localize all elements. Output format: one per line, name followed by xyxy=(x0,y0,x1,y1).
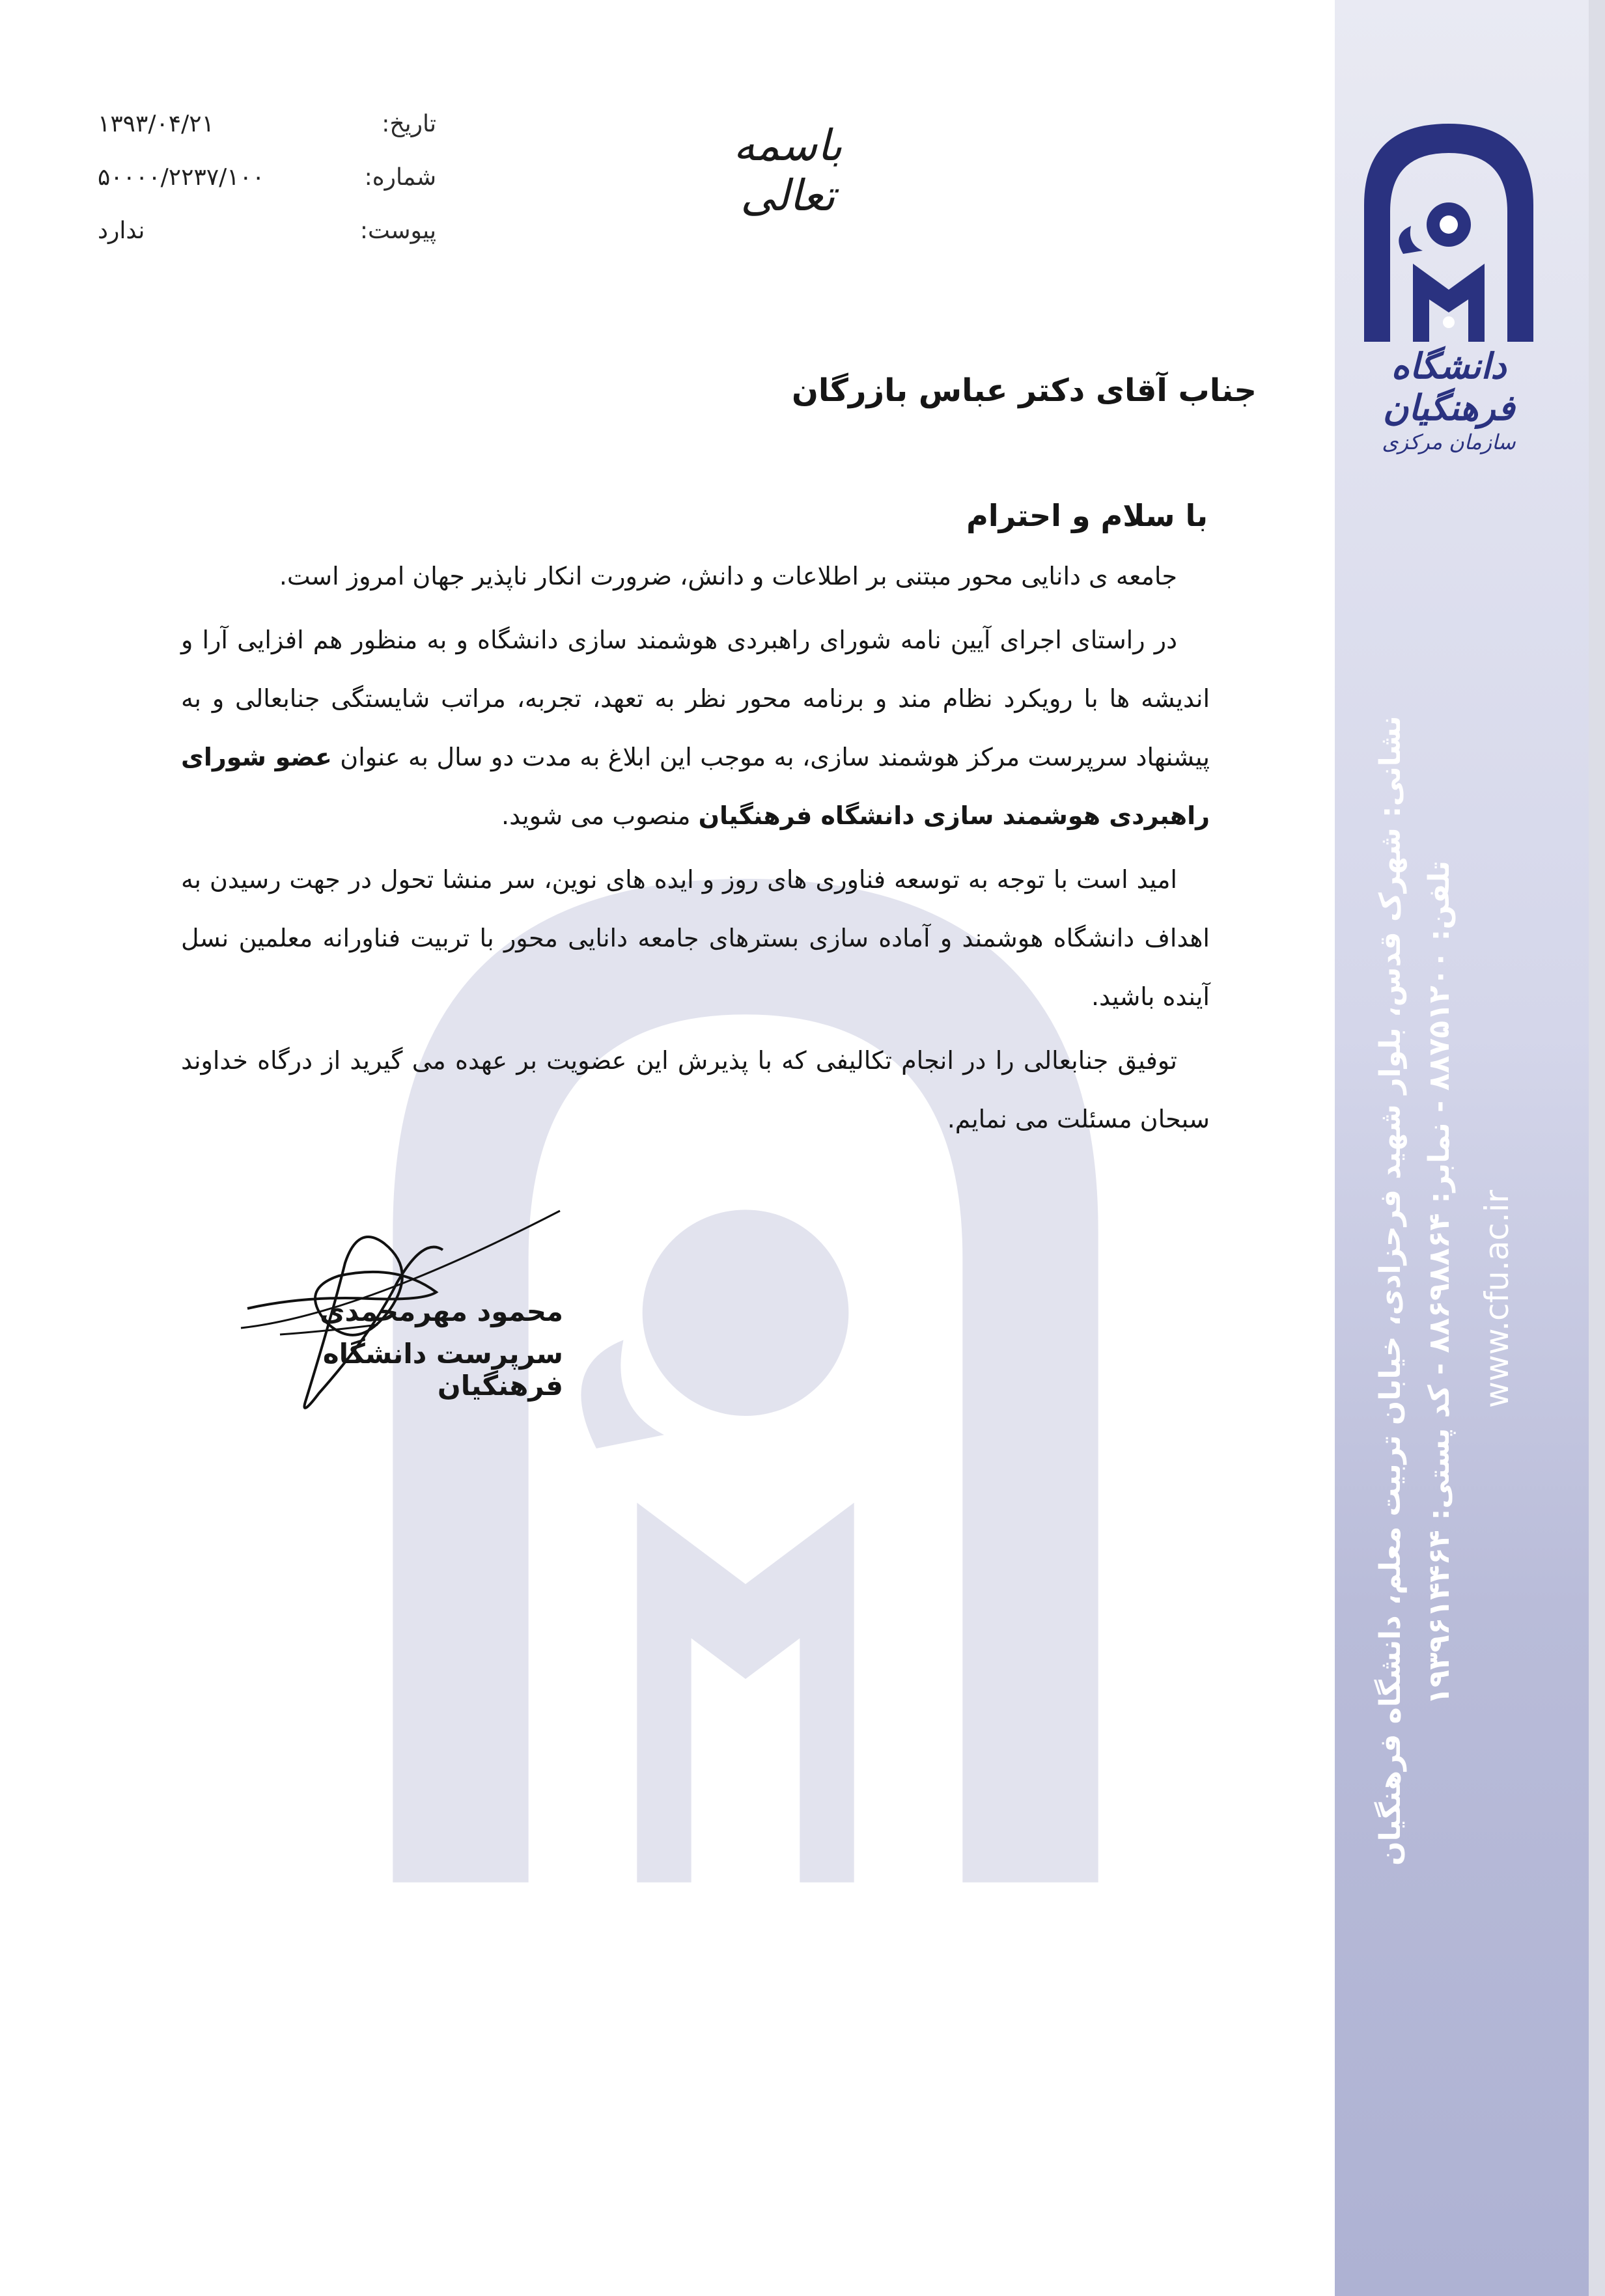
paragraph-2-bold: عضو شورای راهبردی هوشمند سازی دانشگاه فرهنگیان xyxy=(181,743,1210,830)
logo-subtitle: سازمان مرکزی xyxy=(1382,430,1516,454)
recipient: جناب آقای دکتر عباس بازرگان xyxy=(791,372,1257,409)
paragraph-4: توفیق جنابعالی را در انجام تکالیفی که با پذیرش این عضویت بر عهده می گیرید از درگاه خداوند سبحان مسئلت می نمایم. xyxy=(181,1046,1210,1133)
greeting: با سلام و احترام xyxy=(966,498,1208,533)
website-link[interactable]: www.cfu.ac.ir xyxy=(1478,1189,1516,1408)
address-text: نشانی: شهرک قدس، بلوار شهید فرحزادی، خیابان تربیت معلم، دانشگاه فرهنگیان xyxy=(1374,716,1407,1866)
letter-meta xyxy=(72,111,436,271)
paragraph-1: جامعه ی دانایی محور مبتنی بر اطلاعات و دانش، ضرورت انکار ناپذیر جهان امروز است. xyxy=(279,562,1177,590)
logo-text xyxy=(1341,345,1556,454)
logo-name: دانشگاه فرهنگیان xyxy=(1382,345,1515,428)
meta-number-row xyxy=(72,164,436,217)
paragraph-3: امید است با توجه به توسعه فناوری های روز و ایده های نوین، سر منشا تحول در جهت رسیدن به اهداف دانشگاه هوشمند و آماده سازی بسترهای جامعه دانایی محور با تربیت فناورانه معلمین نسل آینده باشید. xyxy=(181,865,1210,1011)
paragraph-2 xyxy=(181,611,1210,845)
paragraph-2-end: منصوب می شوید. xyxy=(501,801,691,830)
meta-attachment-label: پیوست: xyxy=(359,217,436,244)
meta-attachment-row xyxy=(72,217,436,271)
basmala: باسمه تعالی xyxy=(733,120,843,221)
letter-body xyxy=(181,547,1210,1154)
meta-date-value: ۱۳۹۳/۰۴/۲۱ xyxy=(98,111,214,137)
meta-attachment-value: ندارد xyxy=(98,217,145,244)
meta-date-label: تاریخ: xyxy=(382,111,436,137)
signer-name: محمود مهرمحمدی xyxy=(320,1295,563,1327)
phone-text: تلفن: ۸۸۷۵۱۲۰۰ - نمابر: ۸۸۶۹۸۸۶۴ - کد پستی: ۱۹۳۹۶۱۴۴۶۴ xyxy=(1423,860,1456,1705)
signer-title: سرپرست دانشگاه فرهنگیان xyxy=(322,1338,563,1402)
paragraph-2-text: در راستای اجرای آیین نامه شورای راهبردی هوشمند سازی دانشگاه و به منظور هم افزایی آرا و اندیشه ها با رویکرد نظام مند و برنامه محور نظر به تعهد، تجربه، مراتب شایستگی جنابعالی و به پیشنهاد سرپرست مرکز هوشمند سازی، به موجب این ابلاغ به مدت دو سال به عنوان xyxy=(181,626,1210,771)
meta-number-label: شماره: xyxy=(364,164,436,191)
meta-date-row xyxy=(72,111,436,164)
university-logo-icon xyxy=(1351,114,1546,348)
scan-edge xyxy=(1589,0,1605,2296)
meta-number-value: ۵۰۰۰۰/۲۲۳۷/۱۰۰ xyxy=(98,164,265,191)
